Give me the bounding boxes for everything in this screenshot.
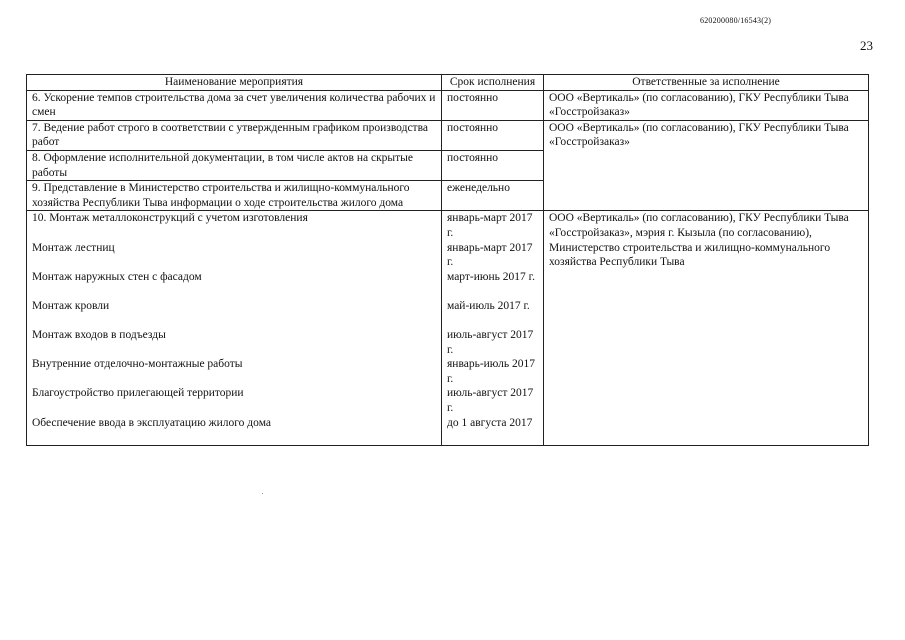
subtask-name: Монтаж кровли: [32, 299, 110, 312]
table-row: [27, 211, 869, 446]
subtask-name: Обеспечение ввода в эксплуатацию жилого дома: [32, 416, 271, 429]
subtask-name: Благоустройство прилегающей территории: [32, 387, 244, 400]
measure-responsible: ООО «Вертикаль» (по согласованию), ГКУ Республики Тыва «Госстройзаказ», мэрия г. Кызыла (по согласованию), Министерство строительства и жилищно-коммунального хозяйства Республики Тыва: [544, 211, 869, 446]
subtask-name: Монтаж входов в подъезды: [32, 329, 166, 342]
subtask-term: январь-март 2017 г.: [447, 241, 533, 269]
table-header-row: [27, 75, 869, 91]
subtask-name: 10. Монтаж металлоконструкций с учетом изготовления: [32, 212, 308, 225]
column-header-term: Срок исполнения: [442, 75, 544, 91]
subtask-term: июль-август 2017 г.: [447, 387, 534, 415]
measure-term: постоянно: [442, 120, 544, 150]
subtask-term: до 1 августа 2017: [447, 416, 533, 429]
measure-name: 8. Оформление исполнительной документации, в том числе актов на скрытые работы: [27, 150, 442, 180]
subtask-name: Монтаж лестниц: [32, 241, 115, 254]
subtask-term: май-июль 2017 г.: [447, 299, 530, 312]
measure-term: постоянно: [442, 90, 544, 120]
column-header-responsible: Ответственные за исполнение: [544, 75, 869, 91]
table-row: [27, 90, 869, 120]
subtask-name: Внутренние отделочно-монтажные работы: [32, 358, 243, 371]
measure-responsible: ООО «Вертикаль» (по согласованию), ГКУ Республики Тыва «Госстройзаказ»: [544, 90, 869, 120]
subtask-term: январь-март 2017 г.: [447, 212, 533, 239]
subtask-term: март-июнь 2017 г.: [447, 270, 535, 283]
measures-table: [26, 74, 869, 446]
measure-term: постоянно: [442, 150, 544, 180]
subtask-term: январь-июль 2017 г.: [447, 358, 535, 385]
measure-term-list: [442, 211, 544, 446]
measure-name: 7. Ведение работ строго в соответствии с утвержденным графиком производства работ: [27, 120, 442, 150]
measure-responsible: ООО «Вертикаль» (по согласованию), ГКУ Республики Тыва «Госстройзаказ»: [544, 120, 869, 211]
subtask-name: Монтаж наружных стен с фасадом: [32, 270, 202, 283]
measure-name-list: [27, 211, 442, 446]
scan-speck: [262, 493, 263, 494]
measure-term: еженедельно: [442, 181, 544, 211]
subtask-term: июль-август 2017 г.: [447, 329, 534, 356]
column-header-name: Наименование мероприятия: [27, 75, 442, 91]
measure-name: 6. Ускорение темпов строительства дома за счет увеличения количества рабочих и смен: [27, 90, 442, 120]
measure-name: 9. Представление в Министерство строительства и жилищно-коммунального хозяйства Республики Тыва информации о ходе строительства жилого дома: [27, 181, 442, 211]
page-number: 23: [860, 38, 873, 53]
document-id: 620200080/16543(2): [700, 16, 772, 25]
table-row: [27, 120, 869, 150]
